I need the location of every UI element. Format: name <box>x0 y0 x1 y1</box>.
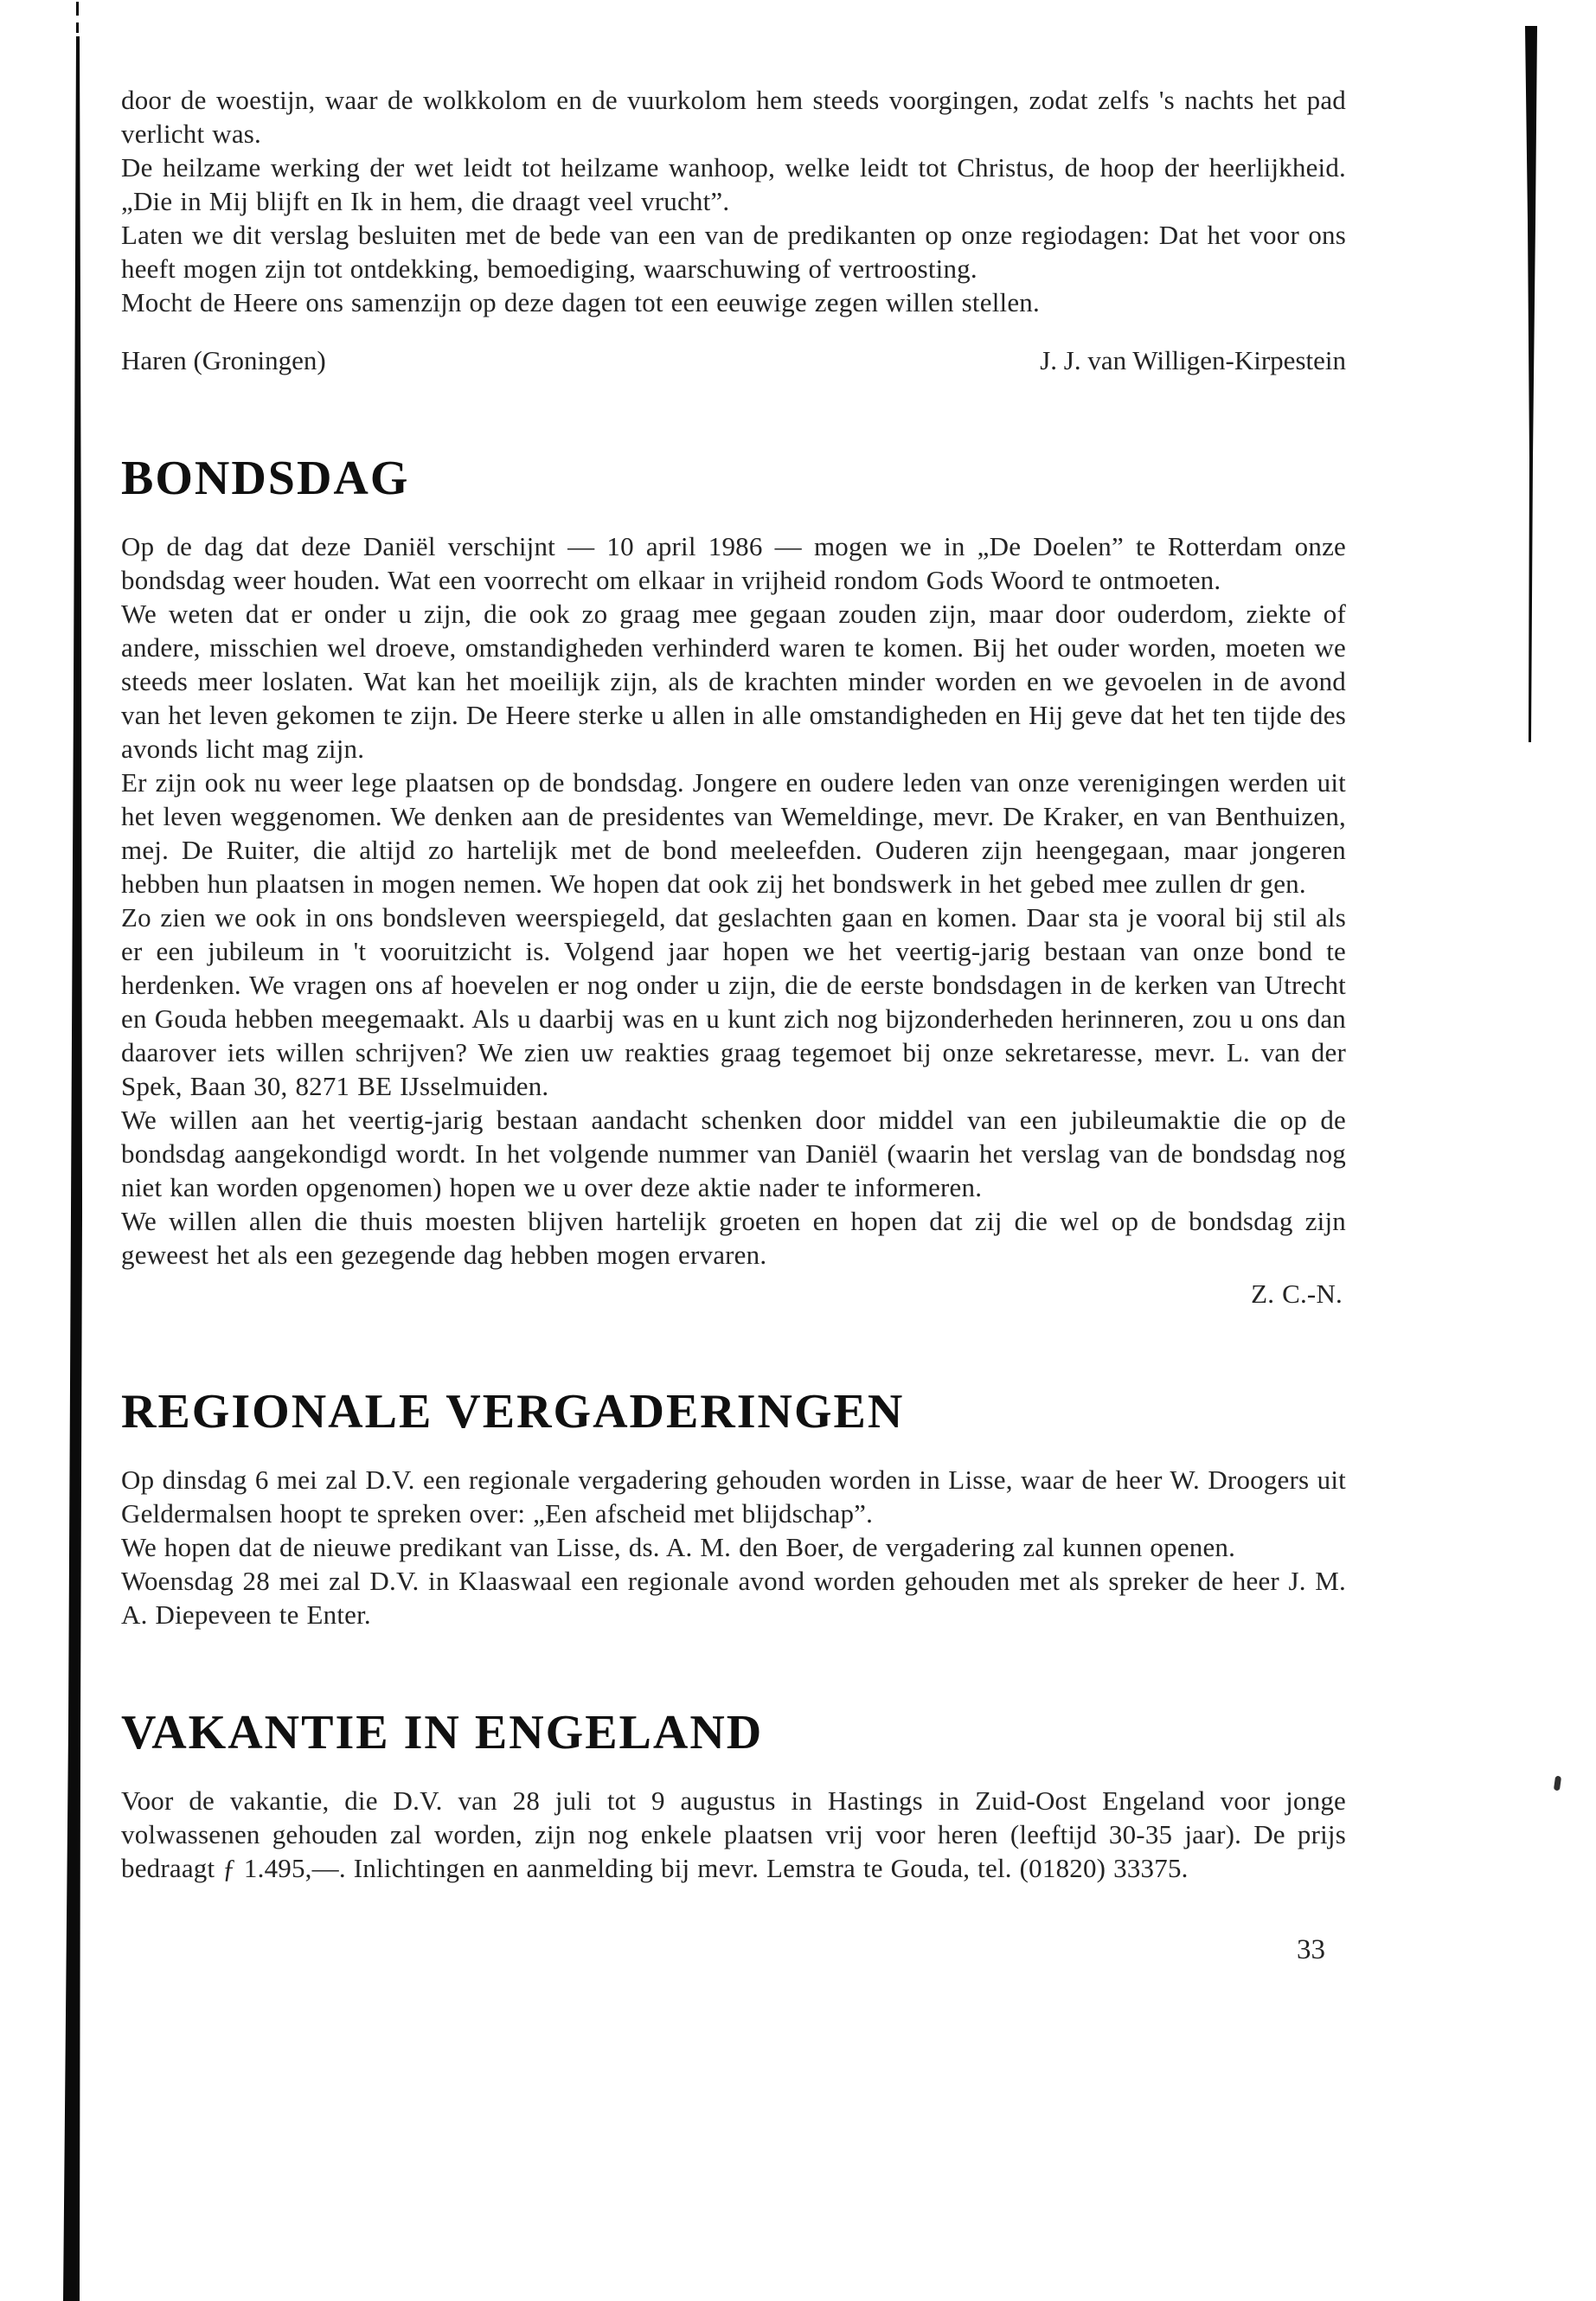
paragraph: Mocht de Heere ons samenzijn op deze dagen tot een eeuwige zegen willen stellen. <box>121 287 1040 317</box>
paragraph: Voor de vakantie, die D.V. van 28 juli tot 9 augustus in Hastings in Zuid-Oost Engeland voor jonge volwassenen gehouden zal worden, zijn nog enkele plaatsen vrij voor heren (leeftijd 30-35 jaar). De prijs bedraagt ƒ 1.495,—. Inlichtingen en aanmelding bij mevr. Lemstra te Gouda, tel. (01820) 33375. <box>121 1785 1346 1883</box>
document-content <box>121 83 1346 1967</box>
section-bondsdag <box>121 453 1346 1311</box>
scan-binding-line-artifact <box>63 36 82 2301</box>
paragraph: Laten we dit verslag besluiten met de bede van een van de predikanten op onze regiodagen: Dat het voor ons heeft mogen zijn tot ontdekking, bemoediging, waarschuwing of vertroosting. <box>121 220 1346 284</box>
signature-row <box>121 343 1346 377</box>
paragraph: We willen allen die thuis moesten blijven hartelijk groeten en hopen dat zij die wel op de bondsdag zijn geweest het als een gezegende dag hebben mogen ervaren. <box>121 1206 1346 1270</box>
scan-binding-dash <box>76 2 79 16</box>
section-signoff: Z. C.-N. <box>1251 1279 1343 1309</box>
paragraph: Op dinsdag 6 mei zal D.V. een regionale vergadering gehouden worden in Lisse, waar de heer W. Droogers uit Geldermalsen hoopt te spreken over: „Een afscheid met blijdschap”. <box>121 1465 1346 1529</box>
paragraph: Zo zien we ook in ons bondsleven weerspiegeld, dat geslachten gaan en komen. Daar sta je vooral bij stil als er een jubileum in 't vooruitzicht is. Volgend jaar hopen we het veertig-jarig bestaan van onze bond te herdenken. We vragen ons af hoevelen er nog onder u zijn, die de eerste bondsdagen in de kerken van Utrecht en Gouda hebben meegemaakt. Als u daarbij was en u kunt zich nog bijzonderheden herinneren, zou u ons dan daarover iets willen schrijven? We zien uw reakties graag tegemoet bij onze sekretaresse, mevr. L. van der Spek, Baan 30, 8271 BE IJsselmuiden. <box>121 902 1346 1101</box>
paragraph: door de woestijn, waar de wolkkolom en de vuurkolom hem steeds voorgingen, zodat zelfs 's nachts het pad verlicht was. <box>121 85 1346 149</box>
scan-binding-dash <box>76 22 79 33</box>
paragraph: We hopen dat de nieuwe predikant van Lisse, ds. A. M. den Boer, de vergadering zal kunnen openen. <box>121 1532 1236 1562</box>
section-heading: VAKANTIE IN ENGELAND <box>121 1706 764 1759</box>
section-heading: REGIONALE VERGADERINGEN <box>121 1385 905 1439</box>
paragraph: We weten dat er onder u zijn, die ook zo graag mee gegaan zouden zijn, maar door ouderdom, ziekte of andere, misschien wel droeve, omstandigheden verhinderd waren te komen. Bij het ouder worden, moeten we steeds meer loslaten. Wat kan het moeilijk zijn, als de krachten minder worden en we gevoelen in de avond van het leven gekomen te zijn. De Heere sterke u allen in alle omstandigheden en Hij geve dat het ten tijde des avonds licht mag zijn. <box>121 599 1346 764</box>
article-sections <box>121 453 1346 1885</box>
paragraph: De heilzame werking der wet leidt tot heilzame wanhoop, welke leidt tot Christus, de hoop der heerlijkheid. „Die in Mij blijft en Ik in hem, die draagt veel vrucht”. <box>121 152 1346 216</box>
page-number: 33 <box>1297 1934 1325 1965</box>
section-regionale-vergaderingen <box>121 1387 1346 1631</box>
scan-edge-bar-artifact <box>1525 26 1537 742</box>
paragraph: Woensdag 28 mei zal D.V. in Klaaswaal een regionale avond worden gehouden met als spreker de heer J. M. A. Diepeveen te Enter. <box>121 1566 1346 1630</box>
scan-speck <box>1554 1776 1561 1791</box>
continuation-paragraphs <box>121 83 1346 319</box>
paragraph: Op de dag dat deze Daniël verschijnt — 10 april 1986 — mogen we in „De Doelen” te Rotterdam onze bondsdag weer houden. Wat een voorrecht om elkaar in vrijheid rondom Gods Woord te ontmoeten. <box>121 531 1346 595</box>
signature-author: J. J. van Willigen-Kirpestein <box>1040 345 1346 375</box>
paragraph: Er zijn ook nu weer lege plaatsen op de bondsdag. Jongere en oudere leden van onze verenigingen werden uit het leven weggenomen. We denken aan de presidentes van Wemeldinge, mevr. De Kraker, en van Benthuizen, mej. De Ruiter, die altijd zo hartelijk met de bond meeleefden. Ouderen zijn heengegaan, maar jongeren hebben hun plaatsen in mogen nemen. We hopen dat ook zij het bondswerk in het gebed mee zullen dr gen. <box>121 767 1346 899</box>
section-heading: BONDSDAG <box>121 452 410 505</box>
paragraph: We willen aan het veertig-jarig bestaan aandacht schenken door middel van een jubileumaktie die op de bondsdag aangekondigd wordt. In het volgende nummer van Daniël (waarin het verslag van de bondsdag nog niet kan worden opgenomen) hopen we u over deze aktie nader te informeren. <box>121 1105 1346 1202</box>
section-vakantie-in-engeland <box>121 1708 1346 1885</box>
article-continuation <box>121 83 1346 377</box>
signature-place: Haren (Groningen) <box>121 345 326 375</box>
